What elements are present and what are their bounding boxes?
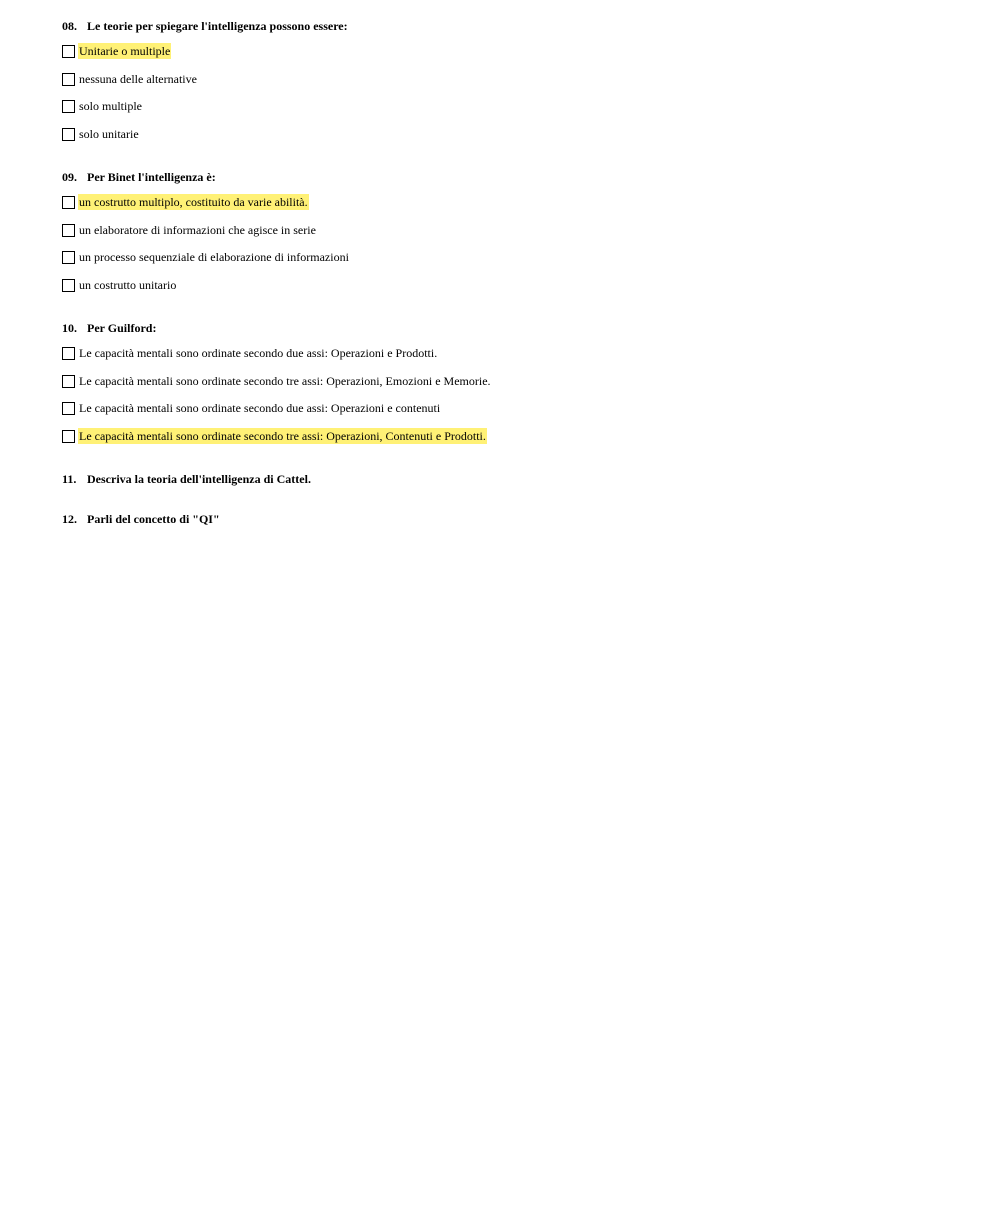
answer-option[interactable] (62, 427, 487, 445)
question-number: 09. (62, 170, 77, 184)
option-label: un costrutto unitario (79, 278, 177, 292)
option-label: Le capacità mentali sono ordinate secondo tre assi: Operazioni, Emozioni e Memorie. (79, 374, 491, 388)
checkbox[interactable] (62, 196, 75, 209)
question-number: 10. (62, 321, 77, 335)
answer-option[interactable] (62, 276, 177, 294)
question-text: Descriva la teoria dell'intelligenza di Cattel. (87, 472, 311, 486)
answer-option[interactable] (62, 193, 309, 211)
checkbox[interactable] (62, 347, 75, 360)
checkbox[interactable] (62, 375, 75, 388)
question-09 (62, 169, 349, 292)
question-number: 08. (62, 19, 77, 33)
question-08 (62, 18, 348, 141)
question-title (62, 511, 220, 527)
question-title (62, 18, 348, 34)
option-label: solo unitarie (79, 127, 139, 141)
checkbox[interactable] (62, 251, 75, 264)
question-title (62, 471, 311, 487)
question-title (62, 169, 216, 185)
checkbox[interactable] (62, 402, 75, 415)
option-label: un processo sequenziale di elaborazione di informazioni (79, 250, 349, 264)
option-label: solo multiple (79, 99, 142, 113)
checkbox[interactable] (62, 100, 75, 113)
answer-option[interactable] (62, 221, 317, 239)
question-text: Le teorie per spiegare l'intelligenza possono essere: (87, 19, 348, 33)
question-text: Parli del concetto di "QI" (87, 512, 220, 526)
answer-option[interactable] (62, 97, 143, 115)
answer-option[interactable] (62, 70, 198, 88)
question-12 (62, 511, 220, 527)
question-11 (62, 471, 311, 487)
checkbox[interactable] (62, 430, 75, 443)
option-label: nessuna delle alternative (79, 72, 197, 86)
option-label: Le capacità mentali sono ordinate secondo tre assi: Operazioni, Contenuti e Prodotti. (79, 429, 486, 443)
question-text: Per Guilford: (87, 321, 157, 335)
checkbox[interactable] (62, 73, 75, 86)
option-label: un costrutto multiplo, costituito da varie abilità. (79, 195, 308, 209)
question-10 (62, 320, 491, 443)
question-text: Per Binet l'intelligenza è: (87, 170, 216, 184)
answer-option[interactable] (62, 125, 140, 143)
option-label: Le capacità mentali sono ordinate secondo due assi: Operazioni e contenuti (79, 401, 441, 415)
answer-option[interactable] (62, 399, 441, 417)
option-label: Le capacità mentali sono ordinate secondo due assi: Operazioni e Prodotti. (79, 346, 438, 360)
answer-option[interactable] (62, 248, 350, 266)
checkbox[interactable] (62, 224, 75, 237)
question-title (62, 320, 156, 336)
answer-option[interactable] (62, 372, 492, 390)
checkbox[interactable] (62, 45, 75, 58)
option-label: Unitarie o multiple (79, 44, 171, 58)
option-label: un elaboratore di informazioni che agisce in serie (79, 223, 316, 237)
checkbox[interactable] (62, 279, 75, 292)
checkbox[interactable] (62, 128, 75, 141)
answer-option[interactable] (62, 42, 171, 60)
question-number: 12. (62, 512, 77, 526)
question-number: 11. (62, 472, 77, 486)
answer-option[interactable] (62, 344, 438, 362)
